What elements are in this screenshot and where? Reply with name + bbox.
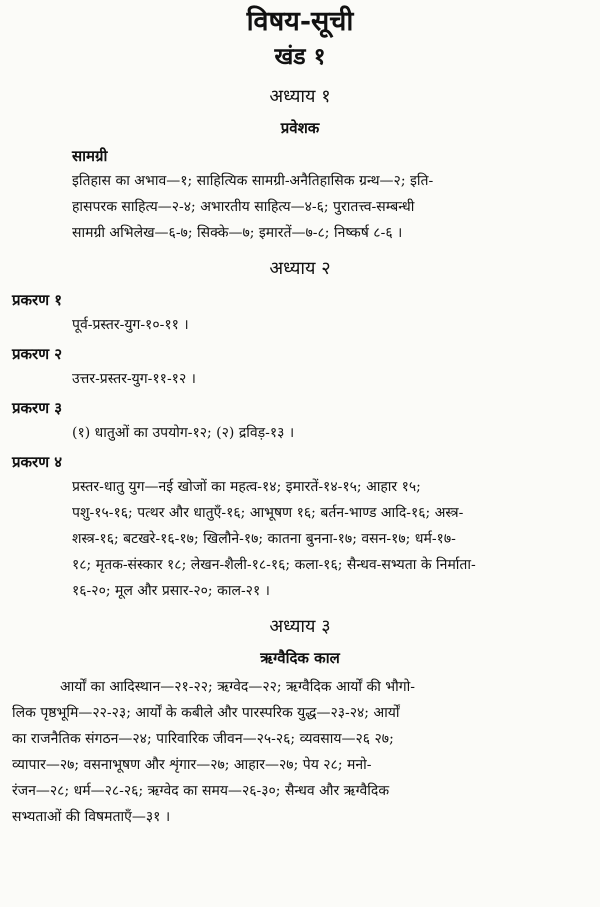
chapter-heading: अध्याय १ [269, 86, 331, 107]
entry-line: इतिहास का अभाव—१; साहित्यिक सामग्री-अनैतिहासिक ग्रन्थ—२; इति- [72, 173, 434, 189]
prakaran-label: प्रकरण १ [12, 291, 63, 309]
entry-line: का राजनैतिक संगठन—२४; पारिवारिक जीवन—२५-२६; व्यवसाय—२६ २७; [12, 731, 394, 747]
entry-line: १६-२०; मूल और प्रसार-२०; काल-२१ । [72, 583, 270, 599]
entry-line: हासपरक साहित्य—२-४; अभारतीय साहित्य—४-६; पुरातत्त्व-सम्बन्धी [72, 199, 415, 215]
chapter-3 [10, 612, 590, 830]
entry-line: उत्तर-प्रस्तर-युग-११-१२ । [72, 371, 196, 387]
chapter-heading: अध्याय ३ [269, 616, 331, 637]
entry-line: लिक पृष्ठभूमि—२२-२३; आर्यों के कबीले और पारस्परिक युद्ध—२३-२४; आर्यों [12, 705, 400, 721]
entry-paragraph [72, 474, 586, 604]
entry-line: आर्यों का आदिस्थान—२१-२२; ऋग्वेद—२२; ऋग्वैदिक आर्यों की भौगो- [60, 679, 416, 695]
sub-heading: सामग्री [72, 147, 108, 165]
section-heading: ऋग्वैदिक काल [260, 649, 340, 667]
entry-paragraph [72, 366, 586, 392]
part-heading: खंड १ [274, 43, 326, 70]
entry-paragraph [12, 674, 586, 830]
prakaran-label: प्रकरण ३ [12, 399, 63, 417]
entry-line: रंजन—२८; धर्म—२८-२६; ऋग्वेद का समय—२६-३०; सैन्धव और ऋग्वैदिक [12, 783, 390, 799]
prakaran-label: प्रकरण ४ [12, 453, 63, 471]
entry-line: १८; मृतक-संस्कार १८; लेखन-शैली-१८-१६; कला-१६; सैन्धव-सभ्यता के निर्माता- [72, 557, 476, 573]
entry-line: प्रस्तर-धातु युग—नई खोजों का महत्व-१४; इमारतें-१४-१५; आहार १५; [72, 479, 421, 495]
entry-paragraph [72, 420, 586, 446]
entry-line: (१) धातुओं का उपयोग-१२; (२) द्रविड़-१३ । [72, 425, 295, 441]
page-title: विषय-सूची [246, 6, 354, 37]
chapter-1 [10, 82, 590, 246]
entry-line: व्यापार—२७; वसनाभूषण और शृंगार—२७; आहार—२७; पेय २८; मनो- [12, 757, 372, 773]
entry-line: सभ्यताओं की विषमताएँ—३१ । [12, 809, 171, 825]
entry-paragraph [72, 312, 586, 338]
chapter-2 [10, 254, 590, 604]
entry-line: शस्त्र-१६; बटखरे-१६-१७; खिलौने-१७; कातना बुनना-१७; वसन-१७; धर्म-१७- [72, 531, 456, 547]
entry-line: पूर्व-प्रस्तर-युग-१०-११ । [72, 317, 189, 333]
prakaran-label: प्रकरण २ [12, 345, 63, 363]
entry-line: पशु-१५-१६; पत्थर और धातुएँ-१६; आभूषण १६; बर्तन-भाण्ड आदि-१६; अस्त्र- [72, 505, 464, 521]
section-heading: प्रवेशक [280, 119, 320, 137]
entry-line: सामग्री अभिलेख—६-७; सिक्के—७; इमारतें—७-८; निष्कर्ष ८-६ । [72, 225, 403, 241]
chapter-heading: अध्याय २ [269, 258, 331, 279]
entry-paragraph [72, 168, 586, 246]
